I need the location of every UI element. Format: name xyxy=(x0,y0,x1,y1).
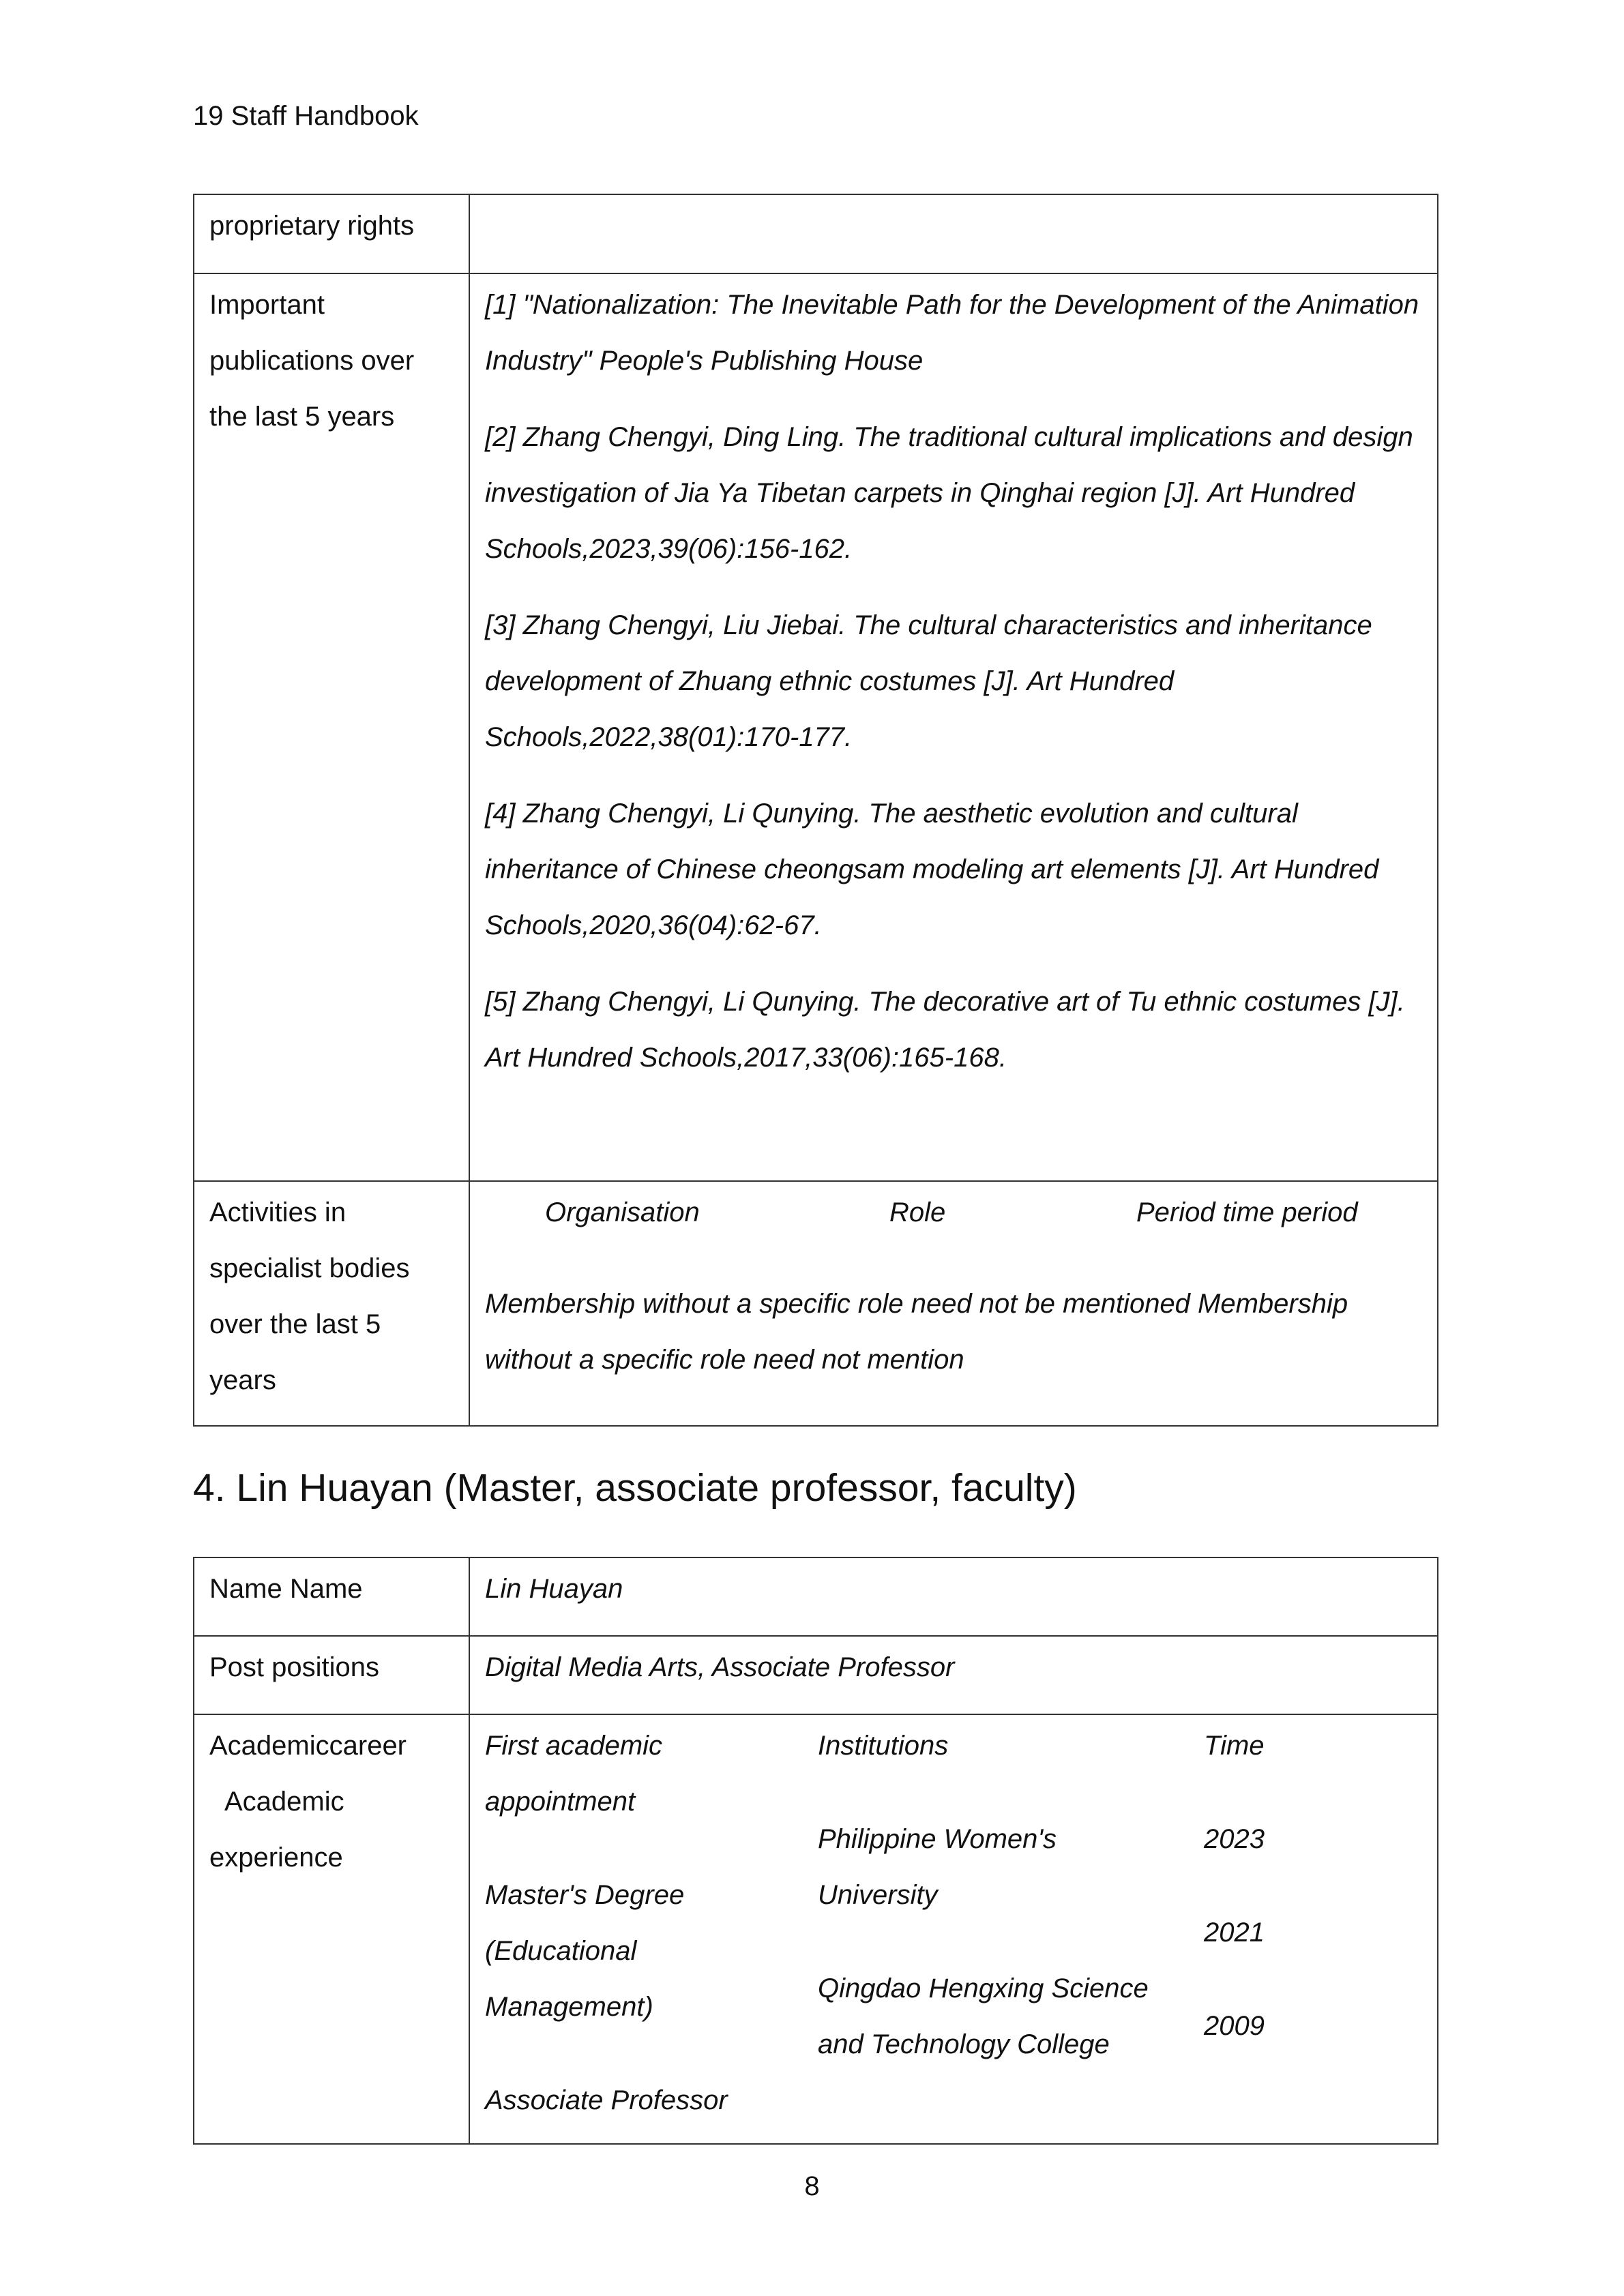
row-label: proprietary rights xyxy=(194,194,469,273)
section-heading: 4. Lin Huayan (Master, associate professor, faculty) xyxy=(193,1466,1077,1510)
table-row xyxy=(194,273,1438,1181)
col-role: Role xyxy=(889,1197,946,1227)
row-value: Lin Huayan xyxy=(469,1557,1438,1636)
running-header: 19 Staff Handbook xyxy=(193,101,419,131)
table-row xyxy=(194,1714,1438,2144)
label-line: Academic xyxy=(224,1787,344,1817)
institution-line: Qingdao Hengxing Science xyxy=(818,1973,1149,2003)
institution-line: Philippine Women's xyxy=(818,1824,1057,1854)
column-head-line: appointment xyxy=(485,1787,636,1817)
institution-line: and Technology College xyxy=(818,2029,1110,2059)
column-appointment xyxy=(485,1718,818,2128)
publication-item: [2] Zhang Chengyi, Ding Ling. The traditional cultural implications and design investigation of Jia Ya Tibetan carpets in Qinghai region [J]. Art Hundred Schools,2023,39(06):156-162. xyxy=(485,422,1413,564)
activities-cell xyxy=(469,1181,1438,1426)
spacer xyxy=(485,2035,818,2072)
column-head: Time xyxy=(1204,1731,1265,1761)
label-line: Important xyxy=(209,290,325,320)
spacer xyxy=(1204,1867,1408,1905)
publications-list xyxy=(469,273,1438,1181)
academic-cell xyxy=(469,1714,1438,2144)
publication-item: [5] Zhang Chengyi, Li Qunying. The decorative art of Tu ethnic costumes [J]. Art Hundred Schools,2017,33(06):165-168. xyxy=(485,987,1405,1073)
column-head: Institutions xyxy=(818,1731,949,1761)
table-row xyxy=(194,1557,1438,1636)
spacer xyxy=(1204,1774,1408,1811)
spacer xyxy=(818,1923,1204,1960)
label-line: the last 5 years xyxy=(209,402,395,432)
appointment-line: Master's Degree xyxy=(485,1880,685,1910)
institution-line: University xyxy=(818,1880,938,1910)
label-line: experience xyxy=(209,1843,343,1873)
appointment-line: (Educational xyxy=(485,1936,637,1966)
label-line: Academiccareer xyxy=(209,1731,407,1761)
column-time xyxy=(1204,1718,1408,2128)
label-line: Activities in xyxy=(209,1197,346,1227)
staff-details-table-continued xyxy=(193,194,1438,1427)
label-line: publications over xyxy=(209,346,415,376)
col-organisation: Organisation xyxy=(545,1197,700,1227)
time-value: 2023 xyxy=(1204,1824,1265,1854)
publication-item: [1] "Nationalization: The Inevitable Path for the Development of the Animation Industry" People's Publishing House xyxy=(485,290,1419,376)
column-head-line: First academic xyxy=(485,1731,663,1761)
label-line: years xyxy=(209,1365,276,1395)
row-value: Digital Media Arts, Associate Professor xyxy=(469,1636,1438,1714)
spacer xyxy=(1204,1960,1408,1998)
spacer xyxy=(485,1830,818,1867)
activities-header xyxy=(485,1184,1423,1240)
row-label: Post positions xyxy=(194,1636,469,1714)
time-value: 2009 xyxy=(1204,2011,1265,2041)
column-institutions xyxy=(818,1718,1204,2128)
label-line: over the last 5 xyxy=(209,1309,381,1339)
row-label xyxy=(194,1714,469,2144)
publication-item: [3] Zhang Chengyi, Liu Jiebai. The cultural characteristics and inheritance development of Zhuang ethnic costumes [J]. Art Hundred Schools,2022,38(01):170-177. xyxy=(485,610,1372,752)
table-row xyxy=(194,1636,1438,1714)
appointment-line: Management) xyxy=(485,1992,653,2022)
spacer xyxy=(818,1774,1204,1811)
staff-details-table xyxy=(193,1557,1438,2145)
label-line: specialist bodies xyxy=(209,1253,410,1283)
time-value: 2021 xyxy=(1204,1918,1265,1948)
col-period: Period time period xyxy=(1136,1197,1358,1227)
table-row xyxy=(194,194,1438,273)
page-number: 8 xyxy=(804,2171,820,2201)
row-label xyxy=(194,273,469,1181)
row-label: Name Name xyxy=(194,1557,469,1636)
activities-note: Membership without a specific role need not be mentioned Membership without a specific role need not mention xyxy=(485,1289,1348,1375)
row-label xyxy=(194,1181,469,1426)
row-value xyxy=(469,194,1438,273)
publication-item: [4] Zhang Chengyi, Li Qunying. The aesthetic evolution and cultural inheritance of Chinese cheongsam modeling art elements [J]. Art Hundred Schools,2020,36(04):62-67. xyxy=(485,799,1379,940)
academic-columns xyxy=(485,1718,1423,2128)
table-row xyxy=(194,1181,1438,1426)
appointment-line: Associate Professor xyxy=(485,2085,728,2115)
